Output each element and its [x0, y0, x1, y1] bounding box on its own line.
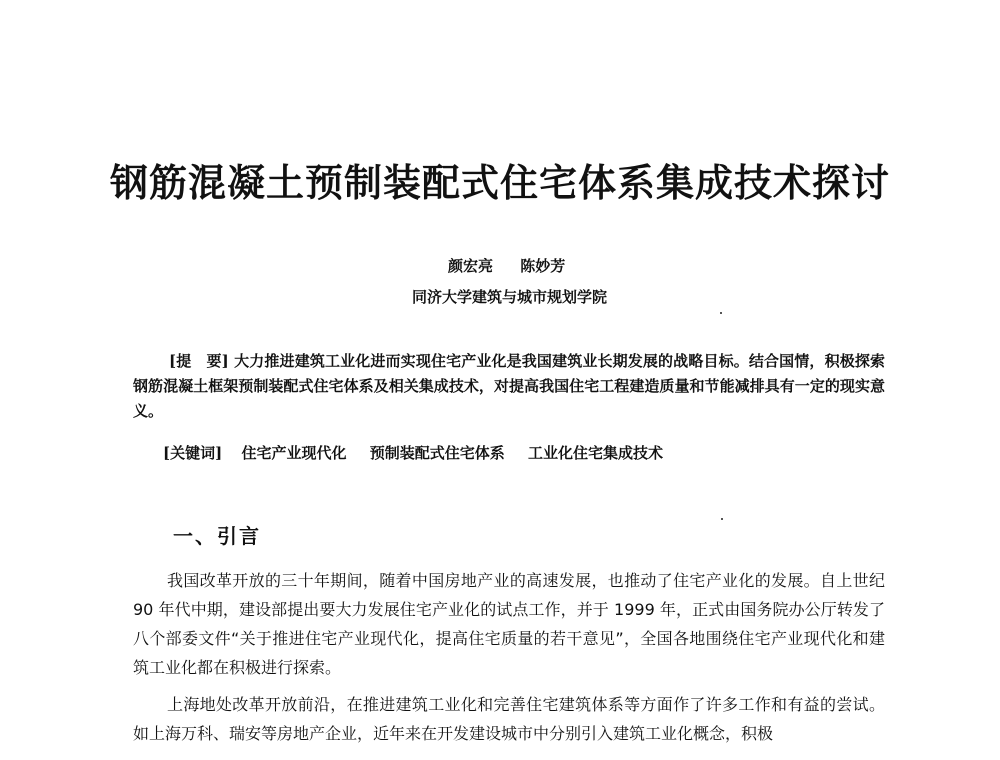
- author-list: [448, 256, 565, 276]
- abstract-label: [提 要]: [169, 352, 229, 370]
- keyword: 工业化住宅集成技术: [527, 444, 663, 462]
- abstract: [133, 349, 885, 424]
- abstract-text: 大力推进建筑工业化进而实现住宅产业化是我国建筑业长期发展的战略目标。结合国情，积极探索钢筋混凝土框架预制装配式住宅体系及相关集成技术，对提高我国住宅工程建造质量和节能减排具有一定的现实意义。: [133, 352, 885, 420]
- body-paragraph: 上海地处改革开放前沿，在推进建筑工业化和完善住宅建筑体系等方面作了许多工作和有益的尝试。如上海万科、瑞安等房地产企业，近年来在开发建设城市中分别引入建筑工业化概念，积极: [133, 695, 885, 743]
- paper-title: 钢筋混凝土预制装配式住宅体系集成技术探讨: [109, 161, 890, 205]
- keyword: 住宅产业现代化: [241, 444, 347, 462]
- scan-speck: [720, 312, 722, 314]
- keyword: 预制装配式住宅体系: [369, 444, 505, 462]
- scan-speck: [721, 518, 723, 520]
- section-heading: 一、引言: [173, 524, 261, 548]
- author-name: 颜宏亮: [448, 257, 494, 275]
- keywords-label: [关键词]: [163, 444, 223, 462]
- affiliation: 同济大学建筑与城市规划学院: [412, 288, 608, 306]
- keywords: [163, 442, 663, 464]
- author-name: 陈妙芳: [520, 257, 566, 275]
- body-paragraph: 我国改革开放的三十年期间，随着中国房地产业的高速发展，也推动了住宅产业化的发展。自上世纪 90 年代中期，建设部提出要大力发展住宅产业化的试点工作，并于 1999 年，正式由国务院办公厅转发了八个部委文件“关于推进住宅产业现代化，提高住宅质量的若干意见”，全国各地围绕住宅产业现代化和建筑工业化都在积极进行探索。: [133, 571, 885, 677]
